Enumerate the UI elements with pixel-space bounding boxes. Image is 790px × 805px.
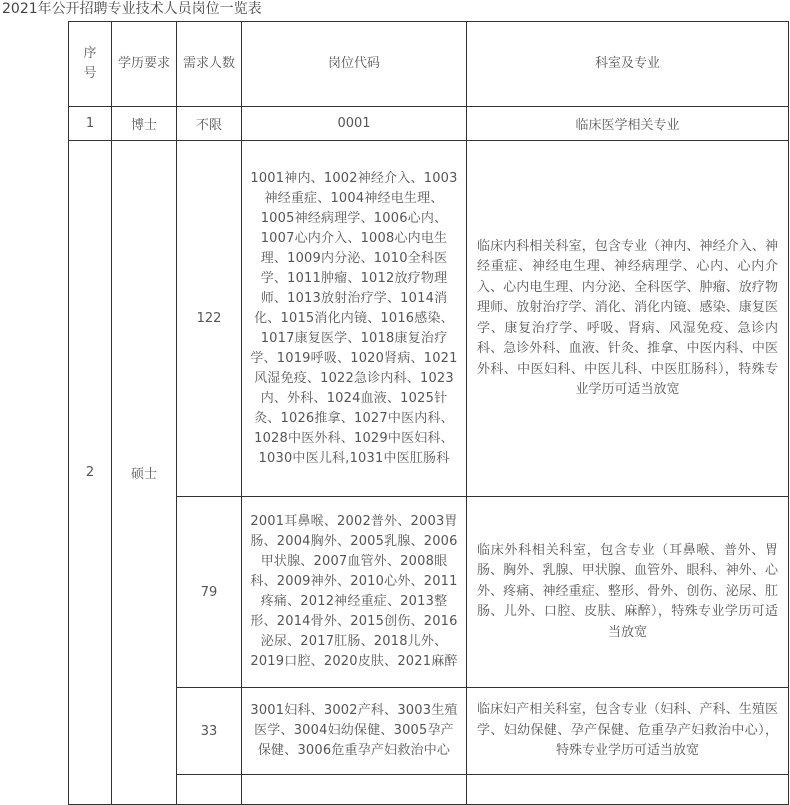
row-count: 122 (177, 141, 242, 497)
positions-table (68, 21, 789, 805)
table-row (69, 141, 789, 497)
row-count: 33 (177, 688, 242, 775)
row-position-code: 0001 (242, 107, 467, 141)
table-row (69, 688, 789, 775)
row-department-major: 临床内科相关科室，包含专业（神内、神经介入、神经重症、神经电生理、神经病理学、心内、心内介入、心内电生理、内分泌、全科医学、肿瘤、放疗物理师、放射治疗学、消化、消化内镜、感染、康复医学、康复治疗学、呼吸、肾病、风湿免疫、急诊内科、急诊外科、血液、针灸、推拿、中医内科、中医外科、中医妇科、中医儿科、中医肛肠科），特殊专业学历可适当放宽 (467, 141, 789, 497)
header-seq: 序号 (69, 22, 112, 107)
row-position-code: 2001耳鼻喉、2002普外、2003胃肠、2004胸外、2005乳腺、2006甲状腺、2007血管外、2008眼科、2009神外、2010心外、2011疼痛、2012神经重症、2013整形、2014骨外、2015创伤、2016泌尿、2017肛肠、2018儿外、2019口腔、2020皮肤、2021麻醉 (242, 497, 467, 688)
row-department-major (467, 775, 789, 805)
row-seq: 1 (69, 107, 112, 141)
row-position-code: 3001妇科、3002产科、3003生殖医学、3004妇幼保健、3005孕产保健、3006危重孕产妇救治中心 (242, 688, 467, 775)
row-seq: 2 (69, 141, 112, 805)
row-count (177, 775, 242, 805)
row-education: 博士 (112, 107, 177, 141)
row-position-code: 1001神内、1002神经介入、1003神经重症、1004神经电生理、1005神经病理学、1006心内、1007心内介入、1008心内电生理、1009内分泌、1010全科医学、1011肿瘤、1012放疗物理师、1013放射治疗学、1014消化、1015消化内镜、1016感染、1017康复医学、1018康复治疗学、1019呼吸、1020肾病、1021风湿免疫、1022急诊内科、1023内、外科、1024血液、1025针灸、1026推拿、1027中医内科、1028中医外科、1029中医妇科、1030中医儿科,1031中医肛肠科 (242, 141, 467, 497)
row-count: 79 (177, 497, 242, 688)
row-department-major: 临床医学相关专业 (467, 107, 789, 141)
header-education: 学历要求 (112, 22, 177, 107)
row-position-code (242, 775, 467, 805)
table-row (69, 497, 789, 688)
row-department-major: 临床妇产相关科室，包含专业（妇科、产科、生殖医学、妇幼保健、孕产保健、危重孕产妇救治中心），特殊专业学历可适当放宽 (467, 688, 789, 775)
header-position-code: 岗位代码 (242, 22, 467, 107)
header-count: 需求人数 (177, 22, 242, 107)
table-header-row (69, 22, 789, 107)
row-count: 不限 (177, 107, 242, 141)
row-education: 硕士 (112, 141, 177, 805)
page-title: 2021年公开招聘专业技术人员岗位一览表 (2, 1, 262, 17)
table-row (69, 107, 789, 141)
row-department-major: 临床外科相关科室，包含专业（耳鼻喉、普外、胃肠、胸外、乳腺、甲状腺、血管外、眼科、神外、心外、疼痛、神经重症、整形、骨外、创伤、泌尿、肛肠、儿外、口腔、皮肤、麻醉），特殊专业学历可适当放宽 (467, 497, 789, 688)
table-row (69, 775, 789, 805)
header-department-major: 科室及专业 (467, 22, 789, 107)
